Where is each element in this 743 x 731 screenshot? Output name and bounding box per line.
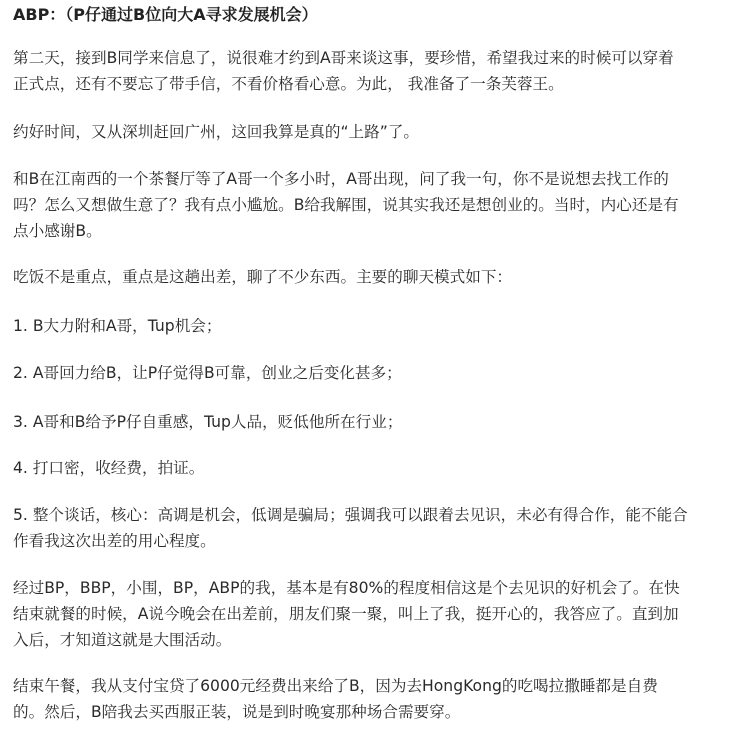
- paragraph-line: 吗？怎么又想做生意了？我有点小尴尬。B给我解围，说其实我还是想创业的。当时，内心还是有: [13, 196, 679, 214]
- paragraph-line: 5. 整个谈话，核心：高调是机会，低调是骗局；强调我可以跟着去见识，未必有得合作，能不能合: [13, 506, 688, 524]
- paragraph-line: 结束就餐的时候，A说今晚会在出差前，朋友们聚一聚，叫上了我，挺开心的，我答应了。直到加: [13, 605, 679, 623]
- article-title: ABP：（P仔通过B位向大A寻求发展机会）: [13, 5, 318, 24]
- paragraph-line: 的。然后，B陪我去买西服正装，说是到时晚宴那种场合需要穿。: [13, 703, 461, 721]
- paragraph-line: 1. B大力附和A哥，Tup机会；: [13, 317, 222, 335]
- paragraph-line: 点小感谢B。: [13, 222, 102, 240]
- paragraph-line: 和B在江南西的一个茶餐厅等了A哥一个多小时，A哥出现，问了我一句，你不是说想去找工作的: [13, 170, 669, 188]
- paragraph-line: 作看我这次出差的用心程度。: [13, 532, 216, 550]
- paragraph-line: 结束午餐，我从支付宝贷了6000元经费出来给了B，因为去HongKong的吃喝拉撒睡都是自费: [13, 677, 658, 695]
- paragraph-line: 3. A哥和B给予P仔自重感，Tup人品，贬低他所在行业；: [13, 413, 403, 431]
- paragraph-line: 经过BP，BBP，小围，BP，ABP的我，基本是有80%的程度相信这是个去见识的好机会了。在快: [13, 579, 680, 597]
- paragraph-line: 入后，才知道这就是大围活动。: [13, 631, 232, 649]
- paragraph-line: 约好时间，又从深圳赶回广州，这回我算是真的“上路”了。: [13, 123, 420, 141]
- paragraph-tea-restaurant: [13, 166, 733, 244]
- paragraph-line: 正式点，还有不要忘了带手信，不看价格看心意。为此， 我准备了一条芙蓉王。: [13, 75, 564, 93]
- list-item-5: [13, 502, 733, 554]
- list-item-3: [13, 409, 733, 435]
- paragraph-line: 2. A哥回力给B，让P仔觉得B可靠，创业之后变化甚多；: [13, 364, 402, 382]
- paragraph-second-day: [13, 45, 733, 97]
- paragraph-belief: [13, 575, 733, 653]
- paragraph-line: 第二天，接到B同学来信息了，说很难才约到A哥来谈这事，要珍惜，希望我过来的时候可以穿着: [13, 49, 674, 67]
- list-item-2: [13, 360, 733, 386]
- list-item-1: [13, 313, 733, 339]
- list-item-4: [13, 455, 733, 481]
- paragraph-appointment: [13, 119, 733, 145]
- paragraph-line: 4. 打口密，收经费，拍证。: [13, 459, 205, 477]
- paragraph-meal-focus: [13, 264, 733, 290]
- paragraph-line: 吃饭不是重点，重点是这趟出差，聊了不少东西。主要的聊天模式如下：: [13, 268, 513, 286]
- paragraph-lunch-end: [13, 673, 733, 725]
